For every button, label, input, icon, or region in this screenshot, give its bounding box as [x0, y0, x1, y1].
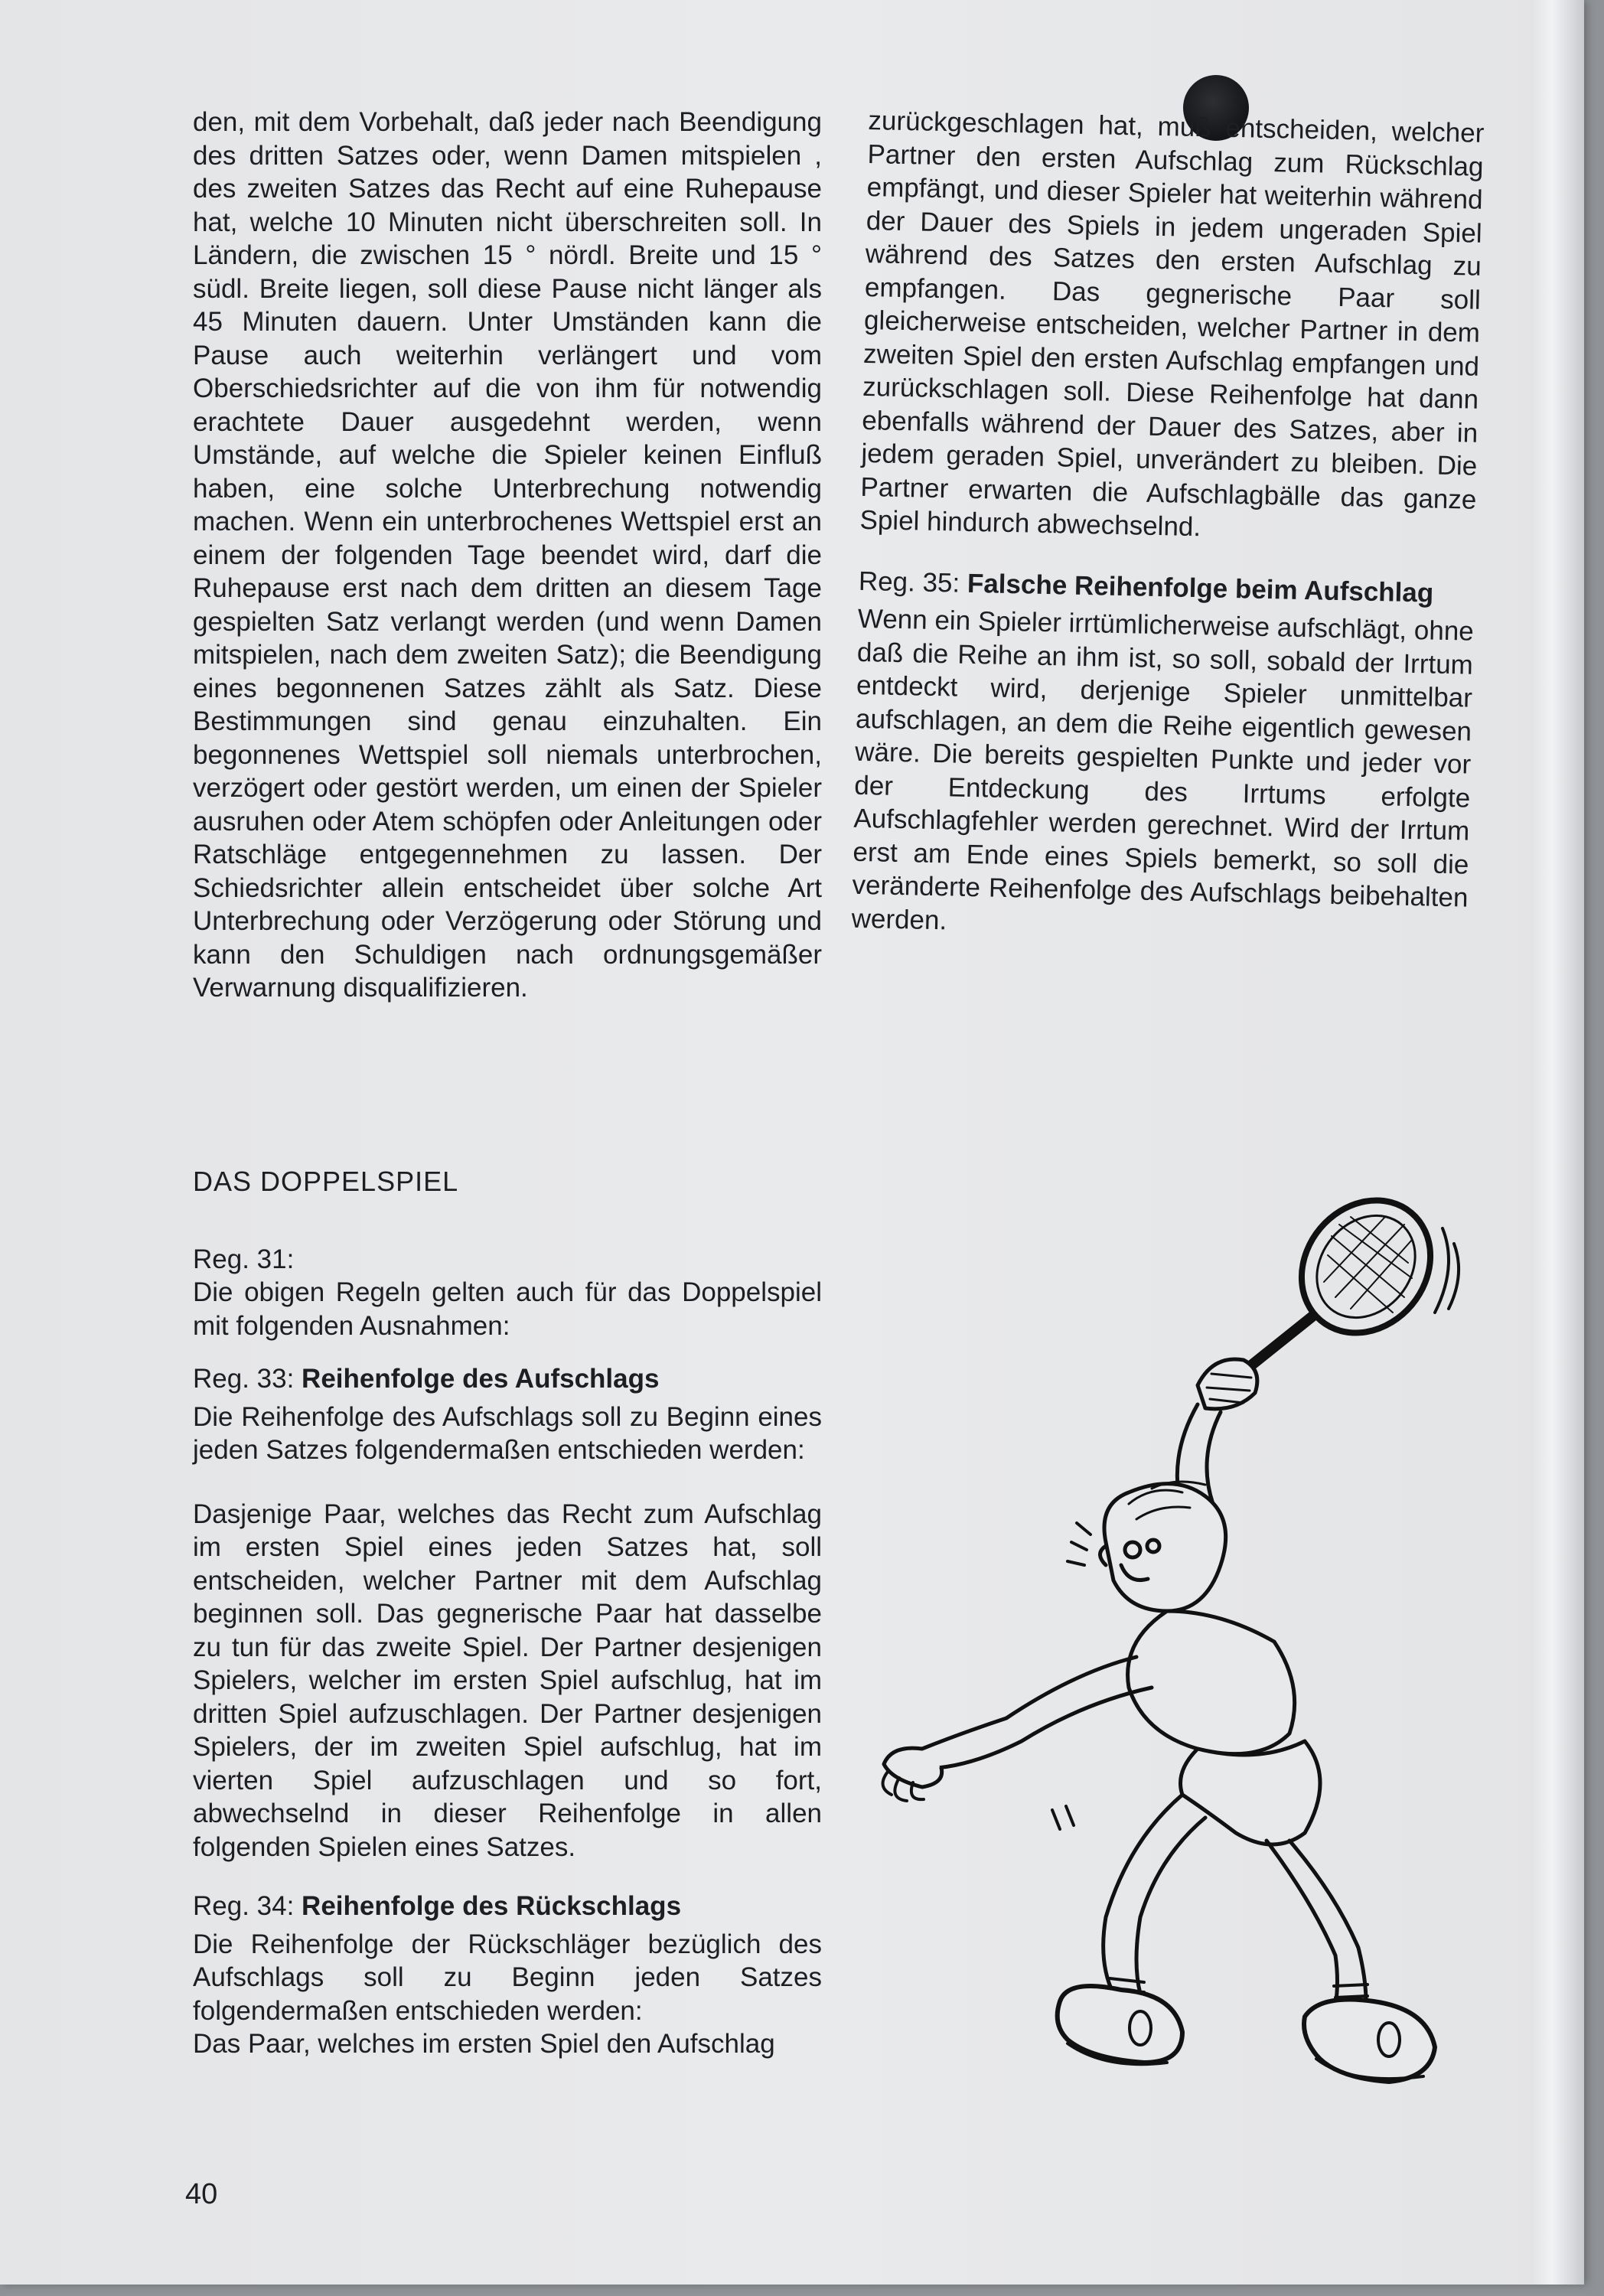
reg31-text: Die obigen Regeln gelten auch für das Doppelspiel mit folgenden Ausnahmen: [193, 1277, 822, 1341]
reg35-prefix: Reg. 35: [858, 566, 960, 598]
tennis-player-cartoon-icon [876, 1182, 1488, 2124]
reg35-title: Falsche Reihenfolge beim Aufschlag [967, 568, 1434, 608]
body-paragraph: den, mit dem Vorbehalt, daß jeder nach Beendigung des dritten Satzes oder, wenn Damen mitspielen , des zweiten Satzes das Recht auf eine Ruhepause hat, welche 10 Minuten nicht überschreiten soll. In Ländern, die zwischen 15 ° nördl. Breite und 15 ° südl. Breite liegen, soll diese Pause nicht länger als 45 Minuten dauern. Unter Umständen kann die Pause auch weiterhin verlängert und vom Oberschiedsrichter auf die von ihm für notwendig erachtete Dauer ausgedehnt werden, wenn Umstände, auf welche die Spieler keinen Einfluß haben, eine solche Unterbrechung notwendig machen. Wenn ein unterbrochenes Wettspiel erst an einem der folgenden Tage beendet wird, darf die Ruhepause erst nach dem dritten an diesem Tage gespielten Satz verlangt werden (und wenn Damen mitspielen, nach dem zweiten Satz); die Beendigung eines begonnenen Satzes zählt als Satz. Diese Bestimmungen sind genau einzuhalten. Ein begonnenes Wettspiel soll niemals unterbrochen, verzögert oder gestört werden, um einen der Spieler ausruhen oder Atem schöpfen oder Anleitungen oder Ratschläge entgegennehmen zu lassen. Der Schiedsrichter allein entscheidet über solche Art Unterbrechung oder Verzögerung oder Störung und kann den Schuldigen nach ordnungsgemäßer Verwarnung disqualifizieren. [193, 107, 822, 1003]
reg35-text: Wenn ein Spieler irrtümlicherweise aufschlägt, ohne daß die Reihe an ihm ist, so soll, sobald der Irrtum entdeckt wird, derjenige Spieler unmittelbar aufschlagen, an dem die Reihe eigentlich gewesen wäre. Die bereits gespielten Punkte und jeder vor der Entdeckung des Irrtums erfolgte Aufschlagfehler werden gerechnet. Wird der Irrtum erst am Ende eines Spiels bemerkt, so soll die veränderte Reihenfolge des Aufschlags beibehalten werden. [851, 603, 1475, 935]
reg34-heading [193, 1890, 822, 1923]
reg34-para2: Das Paar, welches im ersten Spiel den Aufschlag [193, 2029, 775, 2059]
reg34-para1: Die Reihenfolge der Rückschläger bezüglich des Aufschlags soll zu Beginn jeden Satzes folgendermaßen entschieden werden: [193, 1929, 822, 2026]
reg31-head: Reg. 31: [193, 1244, 295, 1274]
reg33-title: Reihenfolge des Aufschlags [302, 1364, 660, 1394]
left-column-bottom [193, 1165, 822, 2061]
left-column-top [193, 106, 822, 1005]
reg34-title: Reihenfolge des Rückschlags [302, 1891, 682, 1921]
reg33-para1: Die Reihenfolge des Aufschlags soll zu Beginn eines jeden Satzes folgendermaßen entschieden werden: [193, 1401, 822, 1465]
reg33-prefix: Reg. 33: [193, 1364, 295, 1394]
reg33-para2: Dasjenige Paar, welches das Recht zum Aufschlag im ersten Spiel eines jeden Satzes hat, soll entscheiden, welcher Partner mit dem Aufschlag beginnen soll. Das gegnerische Paar hat dasselbe zu tun für das zweite Spiel. Der Partner desjenigen Spielers, welcher im ersten Spiel aufschlug, hat im dritten Spiel aufzuschlagen. Der Partner desjenigen Spielers, der im zweiten Spiel aufschlug, hat im vierten Spiel aufzuschlagen und so fort, abwechselnd in dieser Reihenfolge in allen folgenden Spielen eines Satzes. [193, 1499, 822, 1862]
page-number: 40 [185, 2178, 218, 2210]
right-column [851, 104, 1485, 948]
section-title: DAS DOPPELSPIEL [193, 1166, 459, 1197]
reg34-prefix: Reg. 34: [193, 1891, 295, 1921]
right-para1: zurückgeschlagen hat, muß entscheiden, welcher Partner den ersten Aufschlag zum Rückschlag empfängt, und dieser Spieler hat weiterhin während der Dauer des Spiels in jedem ungeraden Spiel während des Satzes den ersten Aufschlag zu empfangen. Das gegnerische Paar soll gleicherweise entscheiden, welcher Partner in dem zweiten Spiel den ersten Aufschlag empfangen und zurückschlagen soll. Diese Reihenfolge hat dann ebenfalls während der Dauer des Satzes, aber in jedem geraden Spiel, unverändert zu bleiben. Die Partner erwarten die Aufschlagbälle das ganze Spiel hindurch abwechselnd. [859, 105, 1485, 543]
reg33-heading [193, 1362, 822, 1396]
page-edge [1531, 0, 1584, 2285]
